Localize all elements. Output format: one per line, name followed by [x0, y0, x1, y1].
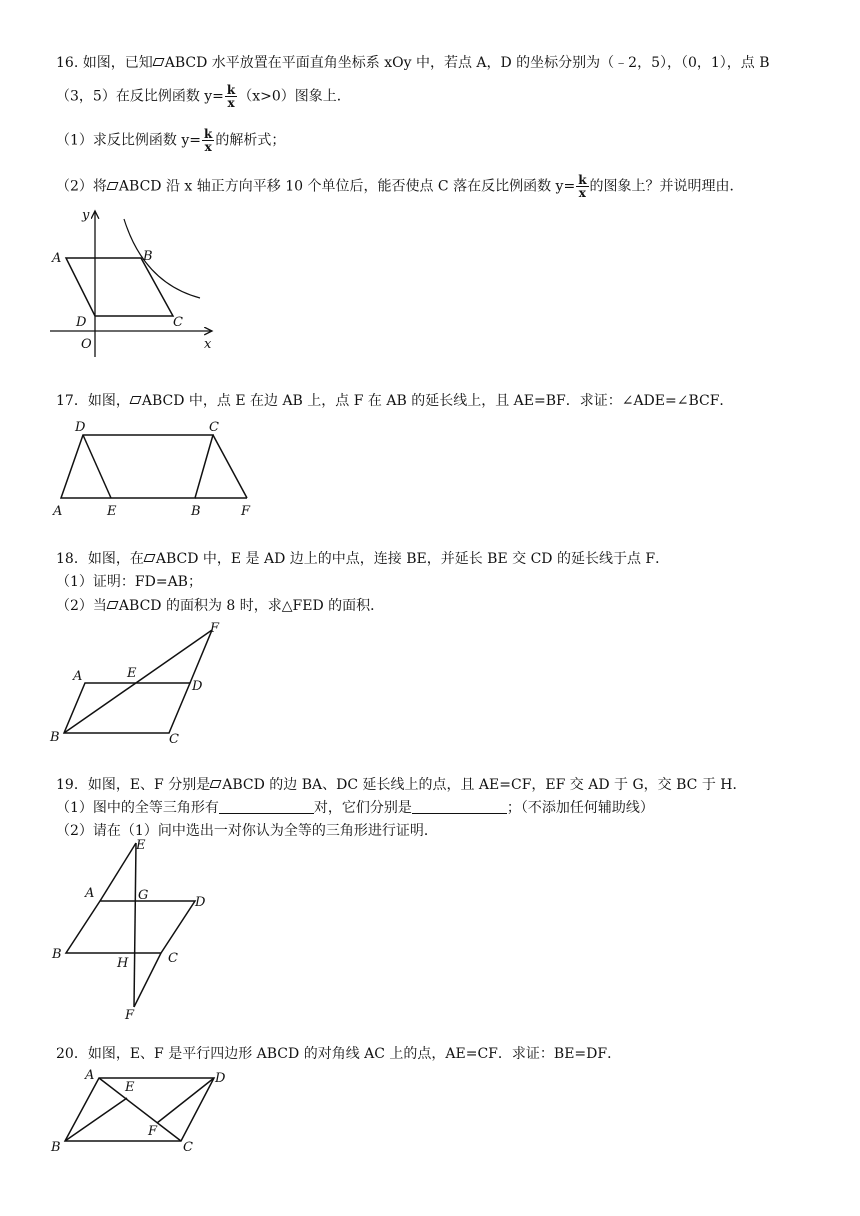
segment-cf [213, 435, 247, 498]
q16-part2-text-b: ABCD 沿 x 轴正方向平移 10 个单位后，能否使点 C 落在反比例函数 y= [118, 178, 576, 195]
q17-text-b: ABCD 中，点 E 在边 AB 上，点 F 在 AB 的延长线上，且 AE=BF．求证：∠ADE=∠BCF． [141, 393, 734, 409]
point-label-e: E [125, 1080, 135, 1095]
q18-part2-text-b: ABCD 的面积为 8 时，求△FED 的面积． [118, 598, 385, 614]
q17-text-a: 17．如图， [56, 393, 130, 409]
point-label-g: G [138, 888, 149, 903]
point-label-c: C [169, 732, 179, 747]
q19-part1 [56, 798, 654, 818]
axis-label-y: y [82, 208, 90, 223]
point-label-b: B [191, 504, 201, 519]
q16-text-2b: （x>0）图象上． [238, 88, 351, 105]
point-label-b: B [51, 1140, 61, 1155]
segment-ef [134, 843, 136, 1007]
q18-figure [45, 620, 245, 750]
point-label-f: F [148, 1124, 158, 1139]
point-label-a: A [53, 504, 63, 519]
point-label-e: E [136, 838, 146, 853]
point-label-c: C [209, 420, 219, 435]
fraction-k-over-x: $\frac{k}{x}$ [226, 83, 236, 110]
q19-text-b: ABCD 的边 BA、DC 延长线上的点，且 AE=CF，EF 交 AD 于 G，交 BC 于 H． [222, 777, 747, 793]
fraction-k-over-x: $\frac{k}{x}$ [578, 173, 587, 200]
point-label-f: F [210, 621, 220, 636]
q16-part2-text-a: （2）将 [56, 178, 107, 195]
parallelogram-icon [106, 601, 118, 609]
segment-de [83, 435, 111, 498]
q18-part1: （1）证明：FD=AB； [56, 574, 202, 590]
q16-part1 [56, 128, 285, 153]
point-label-d: D [195, 895, 206, 910]
q19-part1-text-a: （1）图中的全等三角形有 [56, 800, 219, 816]
point-label-d: D [75, 420, 86, 435]
parallelogram-icon [143, 554, 155, 562]
q16-text-1: 16. 如图，已知 [56, 55, 153, 71]
segment-bf [64, 630, 212, 733]
parallelogram-abcd [66, 901, 195, 953]
point-label-f: F [125, 1008, 135, 1023]
q18-text-a: 18．如图，在 [56, 551, 144, 567]
point-label-o: O [81, 337, 92, 352]
point-label-e: E [127, 666, 137, 681]
q16-part2 [56, 174, 744, 199]
q16-part2-text-c: 的图象上？并说明理由． [589, 178, 744, 195]
segment-be [65, 1098, 127, 1141]
q20-text: 20．如图，E、F 是平行四边形 ABCD 的对角线 AC 上的点，AE=CF．求证：BE=DF． [56, 1046, 622, 1062]
parallelogram-icon [152, 58, 164, 66]
point-label-c: C [168, 951, 178, 966]
point-label-a: A [85, 1068, 95, 1083]
q20-figure [45, 1065, 245, 1160]
q19-figure [45, 835, 225, 1025]
q16-line1 [56, 53, 770, 73]
parallelogram-icon [129, 396, 141, 404]
q16-line2 [56, 84, 351, 109]
parallelogram-abcd [64, 683, 190, 733]
q17-figure [45, 415, 265, 523]
q17-text [56, 391, 733, 411]
fraction-k-over-x: $\frac{k}{x}$ [204, 127, 213, 154]
point-label-d: D [192, 679, 203, 694]
parallelogram-icon [106, 182, 118, 190]
q16-text-1b: ABCD 水平放置在平面直角坐标系 xOy 中，若点 A，D 的坐标分别为（﹣2，5），（0，1），点 B [164, 55, 770, 71]
q19-part1-text-b: 对，它们分别是 [313, 800, 412, 816]
segment-df [157, 1078, 214, 1123]
axis-label-x: x [204, 337, 212, 352]
point-label-d: D [215, 1071, 226, 1086]
quad-abcd [61, 435, 213, 498]
answer-blank-pairs[interactable] [412, 799, 507, 814]
q18-text-b: ABCD 中，E 是 AD 边上的中点，连接 BE，并延长 BE 交 CD 的延长线于点 F． [155, 551, 670, 567]
point-label-b: B [143, 249, 153, 264]
point-label-a: A [73, 669, 83, 684]
parallelogram-abcd [66, 258, 173, 316]
point-label-f: F [241, 504, 251, 519]
q19-part2: （2）请在（1）问中选出一对你认为全等的三角形进行证明． [56, 823, 438, 839]
point-label-h: H [117, 956, 129, 971]
point-label-e: E [107, 504, 117, 519]
answer-blank-count[interactable] [219, 799, 314, 814]
q18-part2 [56, 596, 384, 616]
q16-part1-text-b: 的解析式； [215, 132, 286, 149]
point-label-a: A [85, 886, 95, 901]
point-label-a: A [52, 251, 62, 266]
q16-figure [40, 205, 230, 365]
q16-text-2a: （3，5）在反比例函数 y= [56, 88, 224, 105]
q18-part2-text-a: （2）当 [56, 598, 107, 614]
point-label-c: C [183, 1140, 193, 1155]
point-label-b: B [50, 730, 60, 745]
q19-part1-text-c: ；（不添加任何辅助线） [506, 800, 654, 816]
parallelogram-icon [210, 780, 222, 788]
segment-cf [134, 953, 161, 1007]
point-label-c: C [173, 315, 183, 330]
q18-text [56, 549, 669, 569]
point-label-b: B [52, 947, 62, 962]
segment-ea [100, 843, 136, 901]
point-label-d: D [76, 315, 87, 330]
q19-text [56, 775, 747, 795]
q16-part1-text-a: （1）求反比例函数 y= [56, 132, 201, 149]
q19-text-a: 19．如图，E、F 分别是 [56, 777, 211, 793]
